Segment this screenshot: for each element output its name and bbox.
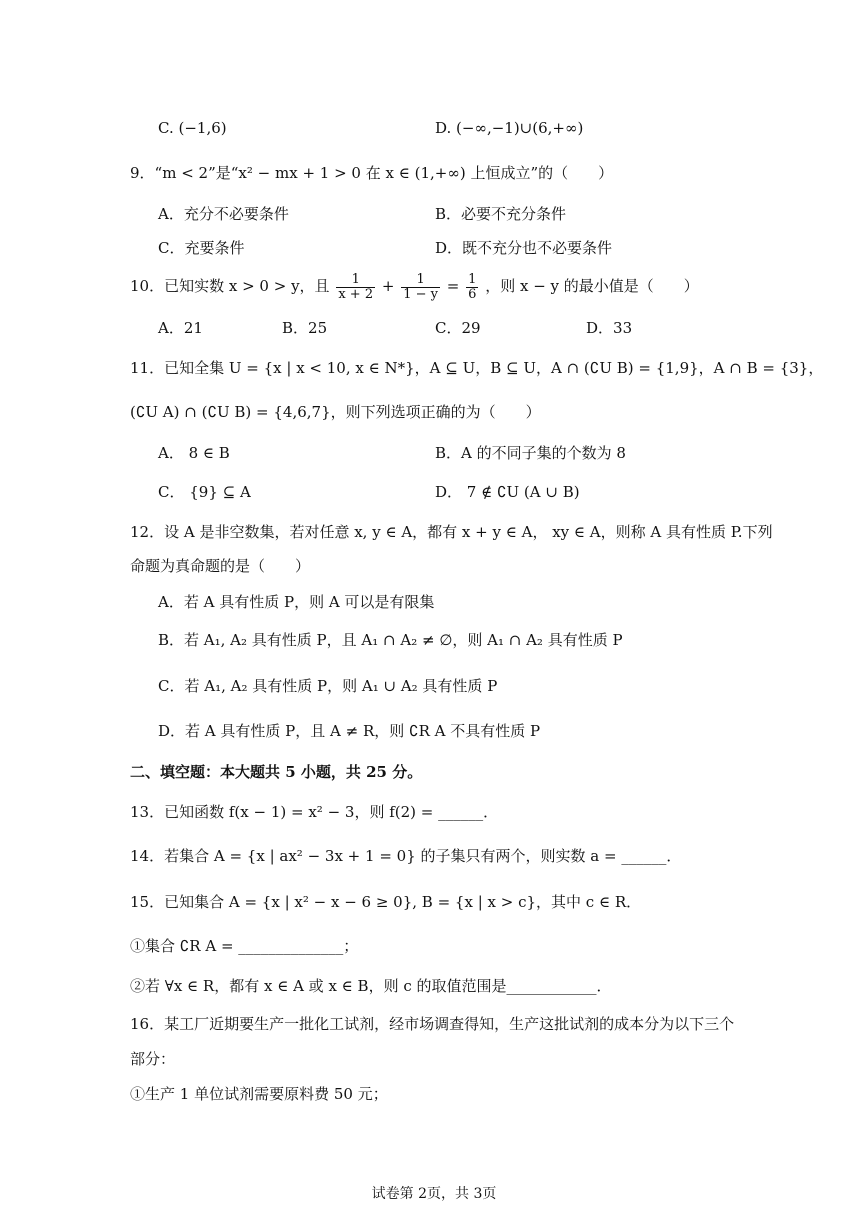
q10-option-a: A．21	[158, 319, 203, 337]
q16-line3: ①生产 1 单位试剂需要原料费 50 元；	[130, 1085, 388, 1103]
fraction-3	[466, 273, 478, 302]
q10-stem-prefix: 10．已知实数 x > 0 > y，且	[130, 277, 330, 295]
q12-option-c: C．若 A₁, A₂ 具有性质 P，则 A₁ ∪ A₂ 具有性质 P	[158, 677, 498, 695]
page-footer: 试卷第 2页，共 3页	[371, 1186, 497, 1202]
q16-line2: 部分：	[130, 1050, 176, 1068]
q12-option-d: D．若 A 具有性质 P，且 A ≠ R，则 ∁R A 不具有性质 P	[158, 722, 541, 740]
q10-stem	[130, 268, 699, 304]
q9-stem: 9．“m < 2”是“x² − mx + 1 > 0 在 x ∈ (1,+∞) 上恒成立”的（ ）	[130, 164, 614, 182]
fraction-2-denominator: 1 − y	[403, 286, 439, 302]
fraction-3-denominator: 6	[468, 286, 477, 302]
q13-stem: 13．已知函数 f(x − 1) = x² − 3，则 f(2) = ______．	[130, 803, 499, 821]
q15-part2: ②若 ∀x ∈ R，都有 x ∈ A 或 x ∈ B，则 c 的取值范围是____________．	[130, 977, 612, 995]
q11-stem-line2: (∁U A) ∩ (∁U B) = {4,6,7}，则下列选项正确的为（ ）	[130, 403, 541, 421]
q8-option-d: D. (−∞,−1)∪(6,+∞)	[435, 119, 584, 137]
q12-option-a: A．若 A 具有性质 P，则 A 可以是有限集	[158, 593, 435, 611]
q11-stem-line1: 11．已知全集 U = {x | x < 10, x ∈ N*}，A ⊆ U，B ⊆ U，A ∩ (∁U B) = {1,9}，A ∩ B = {3}，	[130, 359, 824, 377]
q9-option-c: C．充要条件	[158, 239, 245, 257]
q10-option-b: B．25	[282, 319, 328, 337]
equals-sign: =	[446, 277, 460, 295]
q9-option-b: B．必要不充分条件	[435, 205, 567, 223]
q15-stem: 15．已知集合 A = {x | x² − x − 6 ≥ 0}, B = {x | x > c}，其中 c ∈ R．	[130, 893, 642, 911]
q12-stem-line2: 命题为真命题的是（ ）	[130, 557, 311, 575]
q9-option-a: A．充分不必要条件	[158, 205, 289, 223]
q8-option-c: C. (−1,6)	[158, 119, 227, 137]
q14-stem: 14．若集合 A = {x | ax² − 3x + 1 = 0} 的子集只有两个，则实数 a = ______．	[130, 847, 682, 865]
fraction-1	[336, 273, 375, 302]
section-heading: 二、填空题：本大题共 5 小题，共 25 分。	[130, 763, 423, 781]
q11-option-a: A． 8 ∈ B	[158, 444, 230, 462]
q12-stem-line1: 12．设 A 是非空数集，若对任意 x, y ∈ A，都有 x + y ∈ A， xy ∈ A，则称 A 具有性质 P.下列	[130, 523, 773, 541]
q10-option-c: C．29	[435, 319, 481, 337]
q12-option-b: B．若 A₁, A₂ 具有性质 P，且 A₁ ∩ A₂ ≠ ∅，则 A₁ ∩ A₂ 具有性质 P	[158, 631, 623, 649]
fraction-1-denominator: x + 2	[338, 286, 374, 302]
fraction-1-numerator: 1	[336, 273, 375, 288]
q11-option-d: D． 7 ∉ ∁U (A ∪ B)	[435, 483, 580, 501]
q10-stem-suffix: ，则 x − y 的最小值是（ ）	[485, 277, 699, 295]
fraction-3-numerator: 1	[468, 271, 477, 287]
q10-option-d: D．33	[586, 319, 633, 337]
q11-option-b: B．A 的不同子集的个数为 8	[435, 444, 626, 462]
q15-part1: ①集合 ∁R A = ______________；	[130, 937, 359, 955]
q16-line1: 16．某工厂近期要生产一批化工试剂，经市场调查得知，生产这批试剂的成本分为以下三个	[130, 1015, 735, 1033]
fraction-2-numerator: 1	[401, 273, 440, 288]
q9-option-d: D．既不充分也不必要条件	[435, 239, 613, 257]
fraction-2	[401, 273, 440, 302]
q11-option-c: C． {9} ⊆ A	[158, 483, 251, 501]
plus-sign: +	[381, 277, 395, 295]
